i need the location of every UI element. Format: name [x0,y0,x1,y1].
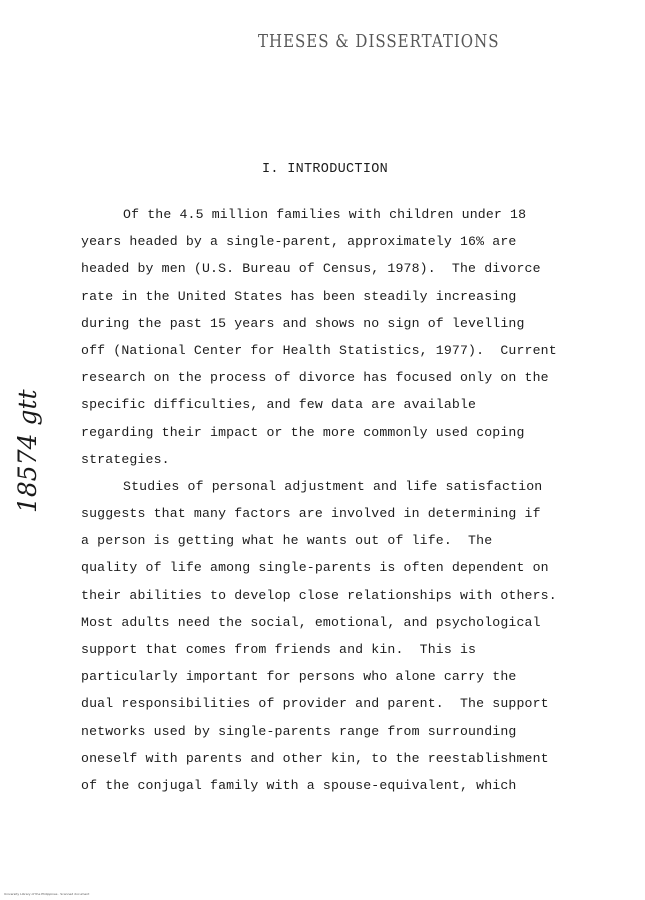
handwritten-margin-note [6,375,46,515]
paragraph-2-line: support that comes from friends and kin. This is [81,642,477,657]
paragraph-1-line: rate in the United States has been steadily increasing [81,288,517,304]
paragraph-1-line: research on the process of divorce has focused only on the [81,370,549,386]
paragraph-2-line: suggests that many factors are involved in determining if [81,506,541,522]
margin-note-text: 18574 gtt [13,389,42,513]
paragraph-2-line: oneself with parents and other kin, to the reestablishment [81,750,549,766]
paragraph-1-line: off (National Center for Health Statistics, 1977). Current [81,342,557,358]
body-text [81,201,581,799]
footer-microtext: University Library of the Philippines · Scanned document [4,892,90,896]
paragraph-1-line: specific difficulties, and few data are available [81,397,477,413]
paragraph-1-line: years headed by a single-parent, approximately 16% are [81,234,517,250]
header-stamp: THESES & DISSERTATIONS [258,30,500,52]
paragraph-2-line: their abilities to develop close relationships with others. [81,587,557,603]
paragraph-1-line: headed by men (U.S. Bureau of Census, 1978). The divorce [81,261,541,277]
paragraph-2-line: a person is getting what he wants out of life. The [81,533,493,549]
paragraph-1-line: regarding their impact or the more commonly used coping [81,424,525,440]
paragraph-2-line: dual responsibilities of provider and parent. The support [81,696,549,712]
paragraph-1-line: Of the 4.5 million families with children under 18 [123,207,527,222]
paragraph-2-line: Studies of personal adjustment and life satisfaction [123,478,543,494]
paragraph-2-line: particularly important for persons who alone carry the [81,669,517,685]
paragraph-2-line: networks used by single-parents range from surrounding [81,723,517,739]
paragraph-1-line: strategies. [81,451,170,467]
paragraph-2-line: quality of life among single-parents is often dependent on [81,560,549,576]
paragraph-2-line: of the conjugal family with a spouse-equivalent, which [81,777,517,793]
paragraph-2-line: Most adults need the social, emotional, and psychological [81,614,541,630]
section-heading: I. INTRODUCTION [262,162,389,177]
paragraph-1-line: during the past 15 years and shows no sign of levelling [81,315,525,331]
